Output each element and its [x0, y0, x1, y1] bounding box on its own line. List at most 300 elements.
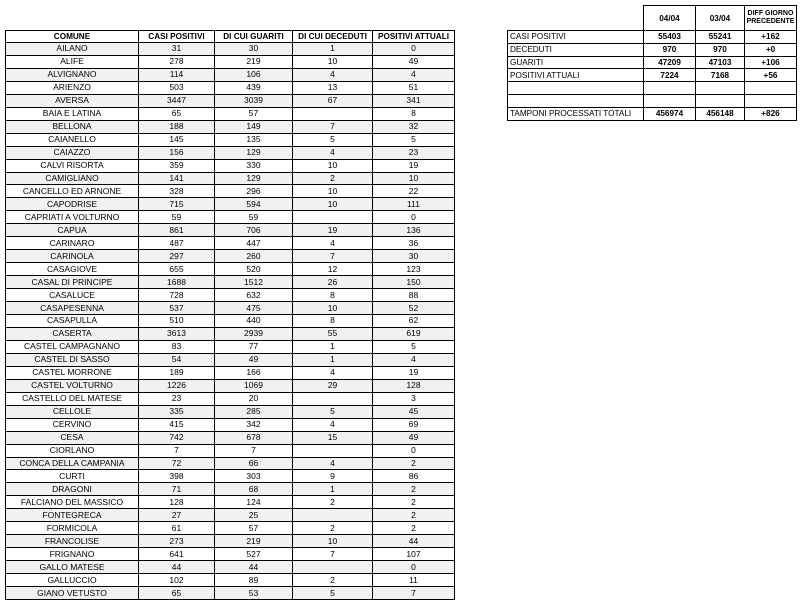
casi-positivi-cell: 398: [139, 470, 215, 483]
table-row: [6, 315, 455, 328]
casi-positivi-cell: 1688: [139, 276, 215, 289]
positivi-attuali-cell: 86: [373, 470, 455, 483]
summary-header: [508, 6, 797, 31]
table-row: [6, 263, 455, 276]
deceduti-cell: 5: [293, 587, 373, 600]
casi-positivi-cell: 328: [139, 185, 215, 198]
comuni-table-body: [6, 43, 455, 600]
deceduti-cell: 2: [293, 496, 373, 509]
positivi-attuali-cell: 3: [373, 392, 455, 405]
table-row: [6, 289, 455, 302]
summary-value-03: 7168: [696, 69, 745, 82]
table-row: [6, 379, 455, 392]
guariti-cell: 20: [215, 392, 293, 405]
table-row: [6, 535, 455, 548]
casi-positivi-cell: 415: [139, 418, 215, 431]
casi-positivi-cell: 655: [139, 263, 215, 276]
empty-cell: [508, 82, 644, 95]
guariti-cell: 3039: [215, 94, 293, 107]
guariti-cell: 166: [215, 366, 293, 379]
positivi-attuali-cell: 128: [373, 379, 455, 392]
guariti-cell: 330: [215, 159, 293, 172]
comune-cell: CARINOLA: [6, 250, 139, 263]
summary-value-03: 55241: [696, 31, 745, 44]
table-row: [6, 159, 455, 172]
casi-positivi-cell: 141: [139, 172, 215, 185]
positivi-attuali-cell: 51: [373, 81, 455, 94]
comune-cell: ALVIGNANO: [6, 68, 139, 81]
comune-cell: BELLONA: [6, 120, 139, 133]
table-row: [6, 470, 455, 483]
positivi-attuali-cell: 107: [373, 548, 455, 561]
positivi-attuali-cell: 49: [373, 431, 455, 444]
comune-cell: CASALUCE: [6, 289, 139, 302]
guariti-cell: 439: [215, 81, 293, 94]
deceduti-cell: 7: [293, 548, 373, 561]
summary-value-04: 47209: [644, 56, 696, 69]
guariti-cell: 440: [215, 315, 293, 328]
table-row: [6, 250, 455, 263]
table-row: [6, 418, 455, 431]
guariti-cell: 1512: [215, 276, 293, 289]
casi-positivi-cell: 189: [139, 366, 215, 379]
casi-positivi-cell: 297: [139, 250, 215, 263]
deceduti-cell: 29: [293, 379, 373, 392]
guariti-cell: 106: [215, 68, 293, 81]
positivi-attuali-cell: 4: [373, 353, 455, 366]
casi-positivi-cell: 487: [139, 237, 215, 250]
positivi-attuali-cell: 62: [373, 315, 455, 328]
guariti-cell: 7: [215, 444, 293, 457]
table-row: [6, 483, 455, 496]
casi-positivi-cell: 114: [139, 68, 215, 81]
positivi-attuali-cell: 36: [373, 237, 455, 250]
guariti-cell: 475: [215, 302, 293, 315]
deceduti-cell: 5: [293, 133, 373, 146]
casi-positivi-cell: 71: [139, 483, 215, 496]
deceduti-cell: [293, 392, 373, 405]
summary-label: POSITIVI ATTUALI: [508, 69, 644, 82]
deceduti-cell: 10: [293, 535, 373, 548]
guariti-cell: 25: [215, 509, 293, 522]
deceduti-cell: 2: [293, 522, 373, 535]
positivi-attuali-cell: 4: [373, 68, 455, 81]
comune-cell: CAMIGLIANO: [6, 172, 139, 185]
table-row: [6, 366, 455, 379]
positivi-attuali-cell: 88: [373, 289, 455, 302]
deceduti-cell: 15: [293, 431, 373, 444]
guariti-cell: 260: [215, 250, 293, 263]
deceduti-cell: 10: [293, 198, 373, 211]
table-row: [6, 431, 455, 444]
comune-cell: CASTEL CAMPAGNANO: [6, 340, 139, 353]
casi-positivi-cell: 128: [139, 496, 215, 509]
guariti-cell: 342: [215, 418, 293, 431]
comune-cell: BAIA E LATINA: [6, 107, 139, 120]
header-comune: COMUNE: [6, 31, 139, 43]
positivi-attuali-cell: 49: [373, 55, 455, 68]
positivi-attuali-cell: 11: [373, 574, 455, 587]
comune-cell: CELLOLE: [6, 405, 139, 418]
empty-cell: [696, 82, 745, 95]
comune-cell: CAPODRISE: [6, 198, 139, 211]
summary-header-04: 04/04: [644, 6, 696, 31]
positivi-attuali-cell: 123: [373, 263, 455, 276]
guariti-cell: 124: [215, 496, 293, 509]
table-row: [6, 587, 455, 600]
comune-cell: CASAPULLA: [6, 315, 139, 328]
positivi-attuali-cell: 150: [373, 276, 455, 289]
empty-cell: [644, 82, 696, 95]
summary-empty-row: [508, 94, 797, 107]
casi-positivi-cell: 72: [139, 457, 215, 470]
casi-positivi-cell: 3447: [139, 94, 215, 107]
comune-cell: CASTEL DI SASSO: [6, 353, 139, 366]
guariti-cell: 135: [215, 133, 293, 146]
casi-positivi-cell: 278: [139, 55, 215, 68]
positivi-attuali-cell: 30: [373, 250, 455, 263]
table-row: [6, 94, 455, 107]
positivi-attuali-cell: 23: [373, 146, 455, 159]
table-row: [6, 237, 455, 250]
casi-positivi-cell: 1226: [139, 379, 215, 392]
comune-cell: CANCELLO ED ARNONE: [6, 185, 139, 198]
casi-positivi-cell: 537: [139, 302, 215, 315]
guariti-cell: 594: [215, 198, 293, 211]
casi-positivi-cell: 510: [139, 315, 215, 328]
empty-cell: [745, 82, 797, 95]
guariti-cell: 129: [215, 146, 293, 159]
guariti-cell: 77: [215, 340, 293, 353]
guariti-cell: 59: [215, 211, 293, 224]
comune-cell: CERVINO: [6, 418, 139, 431]
positivi-attuali-cell: 32: [373, 120, 455, 133]
positivi-attuali-cell: 2: [373, 509, 455, 522]
deceduti-cell: 4: [293, 146, 373, 159]
guariti-cell: 149: [215, 120, 293, 133]
table-row: [6, 172, 455, 185]
guariti-cell: 285: [215, 405, 293, 418]
deceduti-cell: 10: [293, 55, 373, 68]
casi-positivi-cell: 65: [139, 107, 215, 120]
guariti-cell: 527: [215, 548, 293, 561]
positivi-attuali-cell: 22: [373, 185, 455, 198]
casi-positivi-cell: 728: [139, 289, 215, 302]
summary-value-03: 970: [696, 43, 745, 56]
table-row: [6, 327, 455, 340]
positivi-attuali-cell: 0: [373, 444, 455, 457]
positivi-attuali-cell: 7: [373, 587, 455, 600]
deceduti-cell: 4: [293, 366, 373, 379]
positivi-attuali-cell: 19: [373, 159, 455, 172]
summary-value-03: 47103: [696, 56, 745, 69]
guariti-cell: 66: [215, 457, 293, 470]
comune-cell: FRIGNANO: [6, 548, 139, 561]
comune-cell: CALVI RISORTA: [6, 159, 139, 172]
positivi-attuali-cell: 0: [373, 561, 455, 574]
summary-row: [508, 56, 797, 69]
table-row: [6, 55, 455, 68]
casi-positivi-cell: 503: [139, 81, 215, 94]
comuni-table: [5, 30, 455, 600]
comune-cell: FORMICOLA: [6, 522, 139, 535]
comune-cell: CASTEL MORRONE: [6, 366, 139, 379]
positivi-attuali-cell: 136: [373, 224, 455, 237]
comune-cell: CIORLANO: [6, 444, 139, 457]
deceduti-cell: 4: [293, 418, 373, 431]
positivi-attuali-cell: 8: [373, 107, 455, 120]
comune-cell: CASAPESENNA: [6, 302, 139, 315]
deceduti-cell: 10: [293, 302, 373, 315]
deceduti-cell: [293, 444, 373, 457]
summary-diff: +0: [745, 43, 797, 56]
table-row: [6, 405, 455, 418]
casi-positivi-cell: 102: [139, 574, 215, 587]
comune-cell: FRANCOLISE: [6, 535, 139, 548]
summary-diff: +162: [745, 31, 797, 44]
guariti-cell: 30: [215, 43, 293, 56]
deceduti-cell: [293, 211, 373, 224]
table-row: [6, 522, 455, 535]
deceduti-cell: 19: [293, 224, 373, 237]
comune-cell: CAPUA: [6, 224, 139, 237]
deceduti-cell: 1: [293, 353, 373, 366]
comune-cell: CAPRIATI A VOLTURNO: [6, 211, 139, 224]
comune-cell: CONCA DELLA CAMPANIA: [6, 457, 139, 470]
deceduti-cell: 4: [293, 68, 373, 81]
summary-row: [508, 31, 797, 44]
comune-cell: GALLO MATESE: [6, 561, 139, 574]
tamponi-diff: +826: [745, 107, 797, 120]
casi-positivi-cell: 61: [139, 522, 215, 535]
table-row: [6, 276, 455, 289]
summary-value-04: 970: [644, 43, 696, 56]
casi-positivi-cell: 31: [139, 43, 215, 56]
table-row: [6, 211, 455, 224]
deceduti-cell: 10: [293, 185, 373, 198]
positivi-attuali-cell: 45: [373, 405, 455, 418]
casi-positivi-cell: 273: [139, 535, 215, 548]
casi-positivi-cell: 359: [139, 159, 215, 172]
deceduti-cell: 67: [293, 94, 373, 107]
positivi-attuali-cell: 0: [373, 211, 455, 224]
deceduti-cell: 7: [293, 120, 373, 133]
table-row: [6, 146, 455, 159]
guariti-cell: 706: [215, 224, 293, 237]
comune-cell: CASERTA: [6, 327, 139, 340]
casi-positivi-cell: 83: [139, 340, 215, 353]
casi-positivi-cell: 145: [139, 133, 215, 146]
positivi-attuali-cell: 52: [373, 302, 455, 315]
summary-header-03: 03/04: [696, 6, 745, 31]
positivi-attuali-cell: 2: [373, 457, 455, 470]
table-row: [6, 444, 455, 457]
header-casi-positivi: CASI POSITIVI: [139, 31, 215, 43]
table-row: [6, 68, 455, 81]
comune-cell: AVERSA: [6, 94, 139, 107]
casi-positivi-cell: 65: [139, 587, 215, 600]
comune-cell: CAIAZZO: [6, 146, 139, 159]
summary-header-diff: DIFF GIORNO PRECEDENTE: [745, 6, 797, 31]
guariti-cell: 1069: [215, 379, 293, 392]
comune-cell: GALLUCCIO: [6, 574, 139, 587]
deceduti-cell: 4: [293, 457, 373, 470]
guariti-cell: 296: [215, 185, 293, 198]
positivi-attuali-cell: 619: [373, 327, 455, 340]
positivi-attuali-cell: 111: [373, 198, 455, 211]
positivi-attuali-cell: 5: [373, 340, 455, 353]
comune-cell: CASAL DI PRINCIPE: [6, 276, 139, 289]
deceduti-cell: 55: [293, 327, 373, 340]
casi-positivi-cell: 715: [139, 198, 215, 211]
table-row: [6, 574, 455, 587]
comune-cell: CAIANELLO: [6, 133, 139, 146]
casi-positivi-cell: 7: [139, 444, 215, 457]
guariti-cell: 678: [215, 431, 293, 444]
summary-value-04: 7224: [644, 69, 696, 82]
guariti-cell: 520: [215, 263, 293, 276]
summary-table: [507, 5, 797, 121]
positivi-attuali-cell: 69: [373, 418, 455, 431]
deceduti-cell: 1: [293, 340, 373, 353]
table-row: [6, 340, 455, 353]
summary-empty-row: [508, 82, 797, 95]
deceduti-cell: 26: [293, 276, 373, 289]
deceduti-cell: 7: [293, 250, 373, 263]
casi-positivi-cell: 742: [139, 431, 215, 444]
comune-cell: ALIFE: [6, 55, 139, 68]
summary-row: [508, 69, 797, 82]
comuni-table-header: [6, 31, 455, 43]
header-deceduti: DI CUI DECEDUTI: [293, 31, 373, 43]
summary-label: DECEDUTI: [508, 43, 644, 56]
comune-cell: CASTELLO DEL MATESE: [6, 392, 139, 405]
comune-cell: CASAGIOVE: [6, 263, 139, 276]
casi-positivi-cell: 54: [139, 353, 215, 366]
guariti-cell: 57: [215, 107, 293, 120]
empty-cell: [696, 94, 745, 107]
summary-diff: +56: [745, 69, 797, 82]
summary-label: GUARITI: [508, 56, 644, 69]
positivi-attuali-cell: 5: [373, 133, 455, 146]
guariti-cell: 89: [215, 574, 293, 587]
deceduti-cell: 13: [293, 81, 373, 94]
deceduti-cell: 9: [293, 470, 373, 483]
deceduti-cell: 2: [293, 172, 373, 185]
guariti-cell: 129: [215, 172, 293, 185]
tamponi-value-03: 456148: [696, 107, 745, 120]
table-row: [6, 185, 455, 198]
summary-tamponi-row: [508, 107, 797, 120]
positivi-attuali-cell: 10: [373, 172, 455, 185]
positivi-attuali-cell: 2: [373, 483, 455, 496]
summary-value-04: 55403: [644, 31, 696, 44]
deceduti-cell: 2: [293, 574, 373, 587]
guariti-cell: 632: [215, 289, 293, 302]
table-row: [6, 457, 455, 470]
summary-row: [508, 43, 797, 56]
comune-cell: CARINARO: [6, 237, 139, 250]
comune-cell: CURTI: [6, 470, 139, 483]
table-row: [6, 133, 455, 146]
positivi-attuali-cell: 2: [373, 496, 455, 509]
table-row: [6, 224, 455, 237]
guariti-cell: 49: [215, 353, 293, 366]
casi-positivi-cell: 3613: [139, 327, 215, 340]
guariti-cell: 219: [215, 535, 293, 548]
positivi-attuali-cell: 19: [373, 366, 455, 379]
summary-diff: +106: [745, 56, 797, 69]
positivi-attuali-cell: 341: [373, 94, 455, 107]
positivi-attuali-cell: 2: [373, 522, 455, 535]
casi-positivi-cell: 641: [139, 548, 215, 561]
comune-cell: DRAGONI: [6, 483, 139, 496]
guariti-cell: 447: [215, 237, 293, 250]
guariti-cell: 2939: [215, 327, 293, 340]
comune-cell: FALCIANO DEL MASSICO: [6, 496, 139, 509]
guariti-cell: 57: [215, 522, 293, 535]
table-row: [6, 302, 455, 315]
deceduti-cell: 4: [293, 237, 373, 250]
table-row: [6, 509, 455, 522]
deceduti-cell: 8: [293, 289, 373, 302]
tamponi-label: TAMPONI PROCESSATI TOTALI: [508, 107, 644, 120]
table-row: [6, 120, 455, 133]
table-row: [6, 548, 455, 561]
comune-cell: GIANO VETUSTO: [6, 587, 139, 600]
table-row: [6, 496, 455, 509]
deceduti-cell: [293, 561, 373, 574]
table-row: [6, 353, 455, 366]
empty-cell: [745, 94, 797, 107]
casi-positivi-cell: 44: [139, 561, 215, 574]
casi-positivi-cell: 27: [139, 509, 215, 522]
casi-positivi-cell: 861: [139, 224, 215, 237]
deceduti-cell: [293, 107, 373, 120]
table-row: [6, 392, 455, 405]
table-row: [6, 107, 455, 120]
casi-positivi-cell: 335: [139, 405, 215, 418]
tamponi-value-04: 456974: [644, 107, 696, 120]
guariti-cell: 303: [215, 470, 293, 483]
comune-cell: ARIENZO: [6, 81, 139, 94]
guariti-cell: 44: [215, 561, 293, 574]
table-row: [6, 561, 455, 574]
deceduti-cell: 1: [293, 43, 373, 56]
comune-cell: CESA: [6, 431, 139, 444]
deceduti-cell: 8: [293, 315, 373, 328]
header-guariti: DI CUI GUARITI: [215, 31, 293, 43]
comune-cell: AILANO: [6, 43, 139, 56]
guariti-cell: 68: [215, 483, 293, 496]
empty-cell: [508, 94, 644, 107]
deceduti-cell: 10: [293, 159, 373, 172]
casi-positivi-cell: 156: [139, 146, 215, 159]
table-row: [6, 81, 455, 94]
guariti-cell: 219: [215, 55, 293, 68]
positivi-attuali-cell: 0: [373, 43, 455, 56]
empty-cell: [644, 94, 696, 107]
positivi-attuali-cell: 44: [373, 535, 455, 548]
casi-positivi-cell: 188: [139, 120, 215, 133]
header-positivi-attuali: POSITIVI ATTUALI: [373, 31, 455, 43]
deceduti-cell: 1: [293, 483, 373, 496]
table-row: [6, 198, 455, 211]
comune-cell: FONTEGRECA: [6, 509, 139, 522]
casi-positivi-cell: 59: [139, 211, 215, 224]
guariti-cell: 53: [215, 587, 293, 600]
deceduti-cell: [293, 509, 373, 522]
